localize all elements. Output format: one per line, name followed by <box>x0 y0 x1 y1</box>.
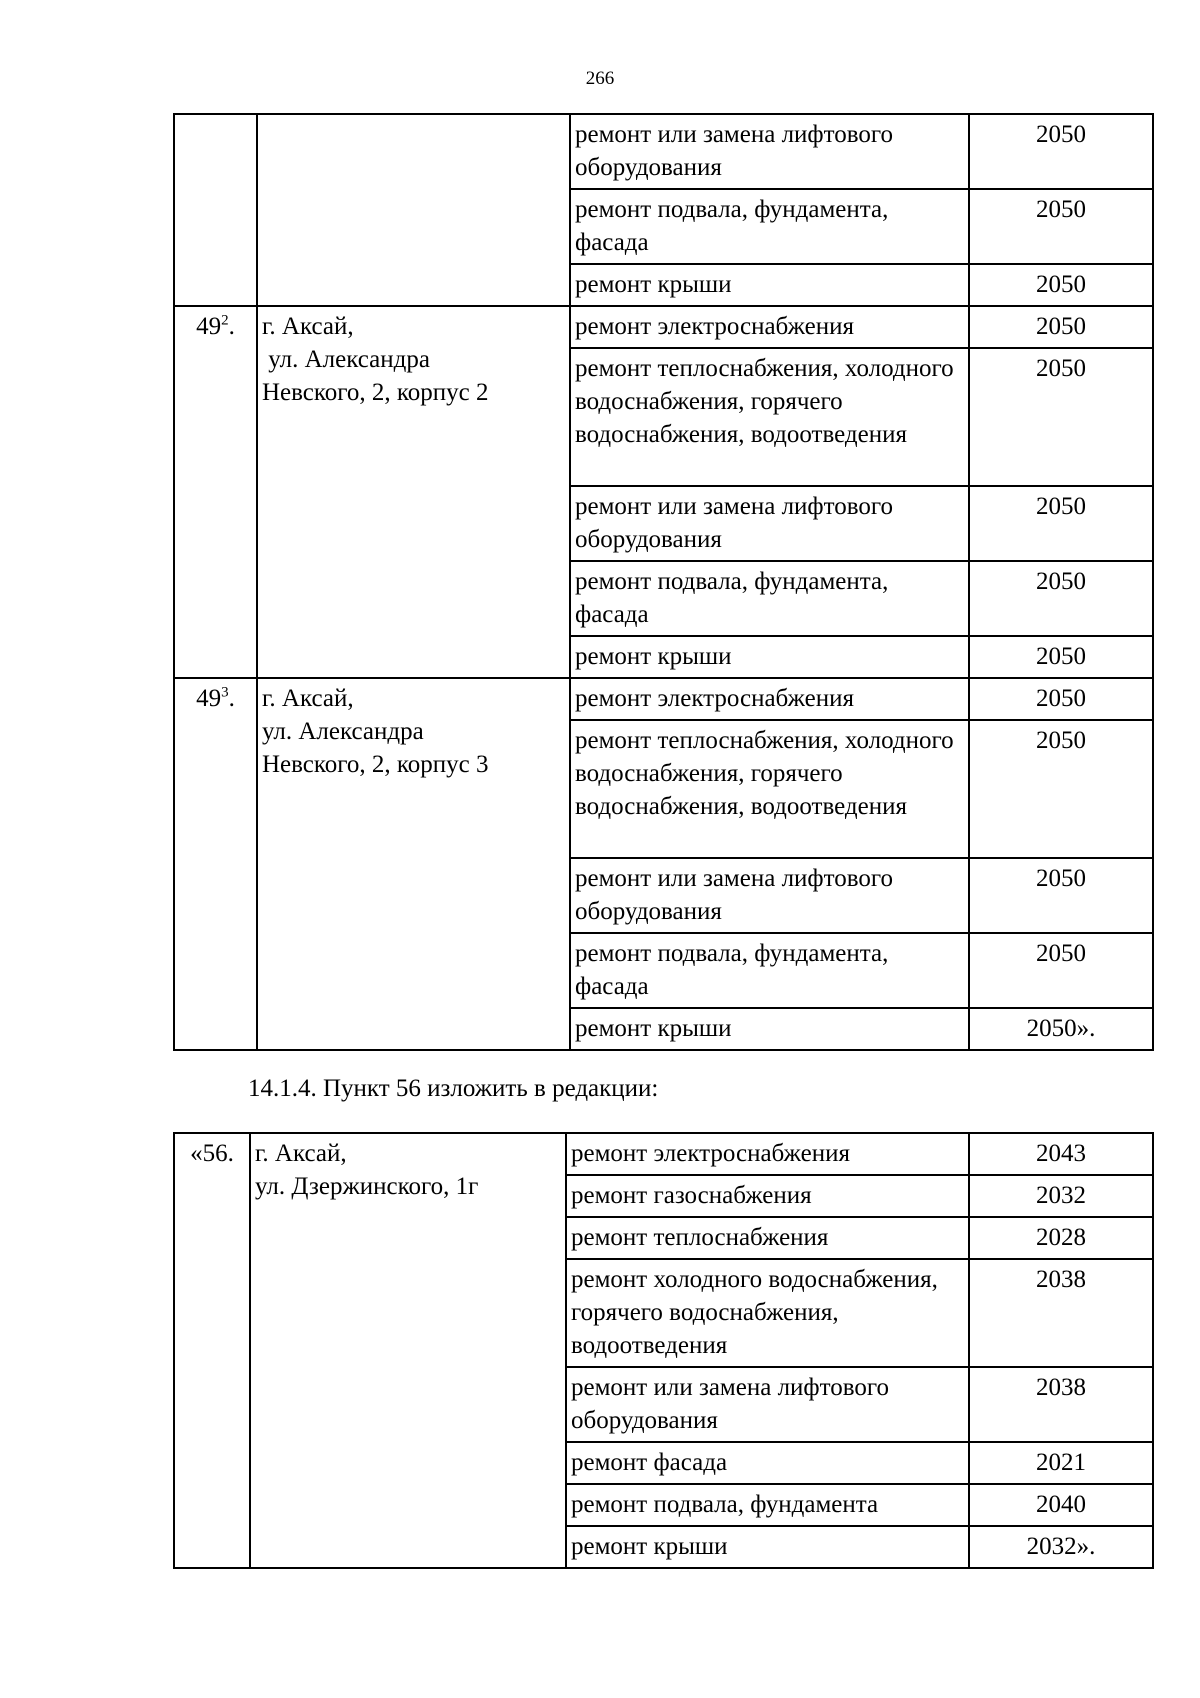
work-cell: ремонт теплоснабжения <box>566 1217 969 1259</box>
year-cell: 2050 <box>969 189 1153 264</box>
work-cell: ремонт или замена лифтового оборудования <box>570 858 969 933</box>
work-cell: ремонт фасада <box>566 1442 969 1484</box>
year-cell: 2050 <box>969 486 1153 561</box>
number-superscript: 2 <box>221 312 229 329</box>
work-cell: ремонт холодного водоснабжения, горячего водоснабжения, водоотведения <box>566 1259 969 1367</box>
year-cell: 2032 <box>969 1175 1153 1217</box>
year-cell: 2028 <box>969 1217 1153 1259</box>
work-cell: ремонт или замена лифтового оборудования <box>566 1367 969 1442</box>
address-cell <box>257 114 570 306</box>
entry-address: г. Аксай, ул. Александра Невского, 2, корпус 2 <box>257 306 570 678</box>
repair-schedule-table-continued <box>173 113 1154 1051</box>
entry-number: $49^2$. <box>174 306 257 678</box>
work-cell: ремонт крыши <box>566 1526 969 1568</box>
work-cell: ремонт теплоснабжения, холодного водоснабжения, горячего водоснабжения, водоотведения <box>570 720 969 858</box>
work-cell: ремонт подвала, фундамента, фасада <box>570 561 969 636</box>
year-cell: 2038 <box>969 1367 1153 1442</box>
year-cell: 2043 <box>969 1133 1153 1175</box>
table-row <box>174 114 1153 189</box>
table-row <box>174 1133 1153 1175</box>
year-cell: 2050 <box>969 114 1153 189</box>
year-cell: 2032». <box>969 1526 1153 1568</box>
work-cell: ремонт подвала, фундамента, фасада <box>570 189 969 264</box>
repair-schedule-table-item-56 <box>173 1132 1154 1569</box>
work-cell: ремонт электроснабжения <box>570 678 969 720</box>
number-cell <box>174 114 257 306</box>
work-cell: ремонт крыши <box>570 636 969 678</box>
amendment-paragraph: 14.1.4. Пункт 56 изложить в редакции: <box>248 1075 659 1102</box>
year-cell: 2050 <box>969 933 1153 1008</box>
work-cell: ремонт газоснабжения <box>566 1175 969 1217</box>
year-cell: 2021 <box>969 1442 1153 1484</box>
work-cell: ремонт или замена лифтового оборудования <box>570 486 969 561</box>
year-cell: 2050 <box>969 678 1153 720</box>
year-cell: 2040 <box>969 1484 1153 1526</box>
table-row <box>174 306 1153 348</box>
work-cell: ремонт крыши <box>570 264 969 306</box>
work-cell: ремонт или замена лифтового оборудования <box>570 114 969 189</box>
work-cell: ремонт крыши <box>570 1008 969 1050</box>
entry-number: $49^3$. <box>174 678 257 1050</box>
year-cell: 2050 <box>969 264 1153 306</box>
year-cell: 2050 <box>969 561 1153 636</box>
year-cell: 2050 <box>969 858 1153 933</box>
number-superscript: 3 <box>221 684 229 701</box>
work-cell: ремонт теплоснабжения, холодного водоснабжения, горячего водоснабжения, водоотведения <box>570 348 969 486</box>
page-number: 266 <box>585 68 615 89</box>
year-cell: 2050 <box>969 348 1153 486</box>
work-cell: ремонт подвала, фундамента, фасада <box>570 933 969 1008</box>
work-cell: ремонт электроснабжения <box>566 1133 969 1175</box>
year-cell: 2050 <box>969 306 1153 348</box>
year-cell: 2050 <box>969 636 1153 678</box>
year-cell: 2050 <box>969 720 1153 858</box>
entry-number: «56. <box>174 1133 250 1568</box>
year-cell: 2050». <box>969 1008 1153 1050</box>
year-cell: 2038 <box>969 1259 1153 1367</box>
entry-address: г. Аксай, ул. Дзержинского, 1г <box>250 1133 566 1568</box>
entry-address: г. Аксай, ул. Александра Невского, 2, корпус 3 <box>257 678 570 1050</box>
work-cell: ремонт электроснабжения <box>570 306 969 348</box>
work-cell: ремонт подвала, фундамента <box>566 1484 969 1526</box>
table-row <box>174 678 1153 720</box>
